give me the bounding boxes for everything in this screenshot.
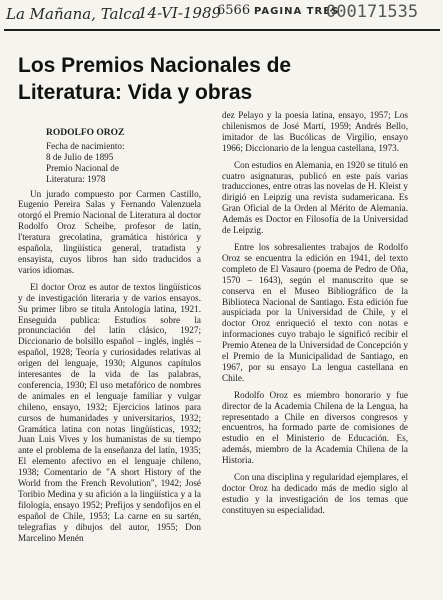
meta-line: Premio Nacional de <box>46 162 119 173</box>
meta-line: 8 de Julio de 1895 <box>46 151 114 162</box>
biographical-data <box>46 141 201 185</box>
paragraph: El doctor Oroz es autor de textos lingüísticos y de investigación literaria y de varios ensayos. Su primer libro se titula Antología latina, 1921. Enseguida publica: Estudios sobre la pronunciación del latín clásico, 1927; Diccionario de bolsillo español – inglés, inglés – español, 1928; Teoría y curiosidades relativas al origen del lenguaje, 1930; Algunos capítulos interesantes de la vida de las palabras, conferencia, 1930; El uso metafórico de nombres de animales en el lenguaje familiar y vulgar chileno, ensayo, 1932; Ejercicios latinos para cursos de humanidades y universitarios, 1932; Gramática latina con notas lingüísticas, 1932; Juan Luis Vives y los humanistas de su tiempo ante el problema de la enseñanza del latín, 1935; El elemento afectivo en el lenguaje chileno, 1938; Comentario de "A short History of the World from the French Revolution", 1942; José Toribio Medina y su afición a la lingüística y a la filología, ensayo 1952; Prefijos y sendofijos en el español de Chile, 1953; La carne en su sartén, telegrafías y dibujos del autor, 1955; Don Marcelino Menén <box>18 281 201 543</box>
header-rule <box>4 29 440 31</box>
handwritten-source: La Mañana, Talca <box>6 5 141 23</box>
column-right <box>222 110 408 522</box>
paragraph: Un jurado compuesto por Carmen Castillo, Eugenio Pereira Salas y Fernando Valenzuela otorgó el Premio Nacional de Literatura al doctor Rodolfo Oroz Scheibe, profesor de latín, l'teratura grecolatina, gramática histórica y española, lingüística general, tratadista y ensayista, cuyos libros han sido traducidos a varios idiomas. <box>18 188 201 275</box>
article-headline <box>18 52 438 106</box>
paragraph: dez Pelayo y la poesía latina, ensayo, 1957; Los chilenismos de José Martí, 1959; Andrés Bello, imitador de las Bucólicas de Virgilio, ensayo 1966; Diccionario de la lengua castellana, 1973. <box>222 110 408 153</box>
headline-line-2: Literatura: Vida y obras <box>18 81 253 104</box>
meta-line: Fecha de nacimiento: <box>46 140 125 151</box>
byline: RODOLFO OROZ <box>46 128 125 138</box>
headline-line-1: Los Premios Nacionales de <box>18 54 292 77</box>
page-label: PAGINA TRES <box>254 6 340 17</box>
handwritten-date: 14-VI-1989 <box>138 4 222 22</box>
paragraph: Con una disciplina y regularidad ejemplares, el doctor Oroz ha dedicado más de medio siglo al estudio y la investigación de los temas que constituyen su especialidad. <box>222 472 408 515</box>
paragraph: Entre los sobresalientes trabajos de Rodolfo Oroz se encuentra la edición en 1941, del texto completo de El Vasauro (poema de Pedro de Oña, 1570 – 1643), según el manuscrito que se conserva en el Museo Bibliográfico de la Biblioteca Nacional de Santiago. Esta edición fue auspiciada por la Universidad de Chile, y el doctor Oroz enriqueció el texto con notas e informaciones cuyo trabajo le significó recibir el Premio Atenea de la Universidad de Concepción y el Premio de la Municipalidad de Santiago, en 1967, por su ensayo La lengua castellana en Chile. <box>222 241 408 383</box>
archive-stamp: 000171535 <box>326 2 419 22</box>
column-left <box>18 128 201 550</box>
paragraph: Rodolfo Oroz es miembro honorario y fue director de la Academia Chilena de la Lengua, ha representado a Chile en diversos congresos y encuentros, ha formado parte de comisiones de estudio en el Ministerio de Educación. Es, además, miembro de la Academia Chilena de la Historia. <box>222 389 408 466</box>
paragraph: Con estudios en Alemania, en 1920 se tituló en cuatro asignaturas, publicó en este país varias traducciones, entre otras las novelas de H. Kleist y dirigió en Leipzig una revista sudamericana. Es Gran Oficial de la Orden al Mérito de Alemania. Además es Doctor en Filosofía de la Universidad de Leipzig. <box>222 159 408 236</box>
meta-line: Literatura: 1978 <box>46 173 106 184</box>
clipping-header <box>4 2 442 28</box>
handwritten-number: 6566 <box>217 3 251 18</box>
